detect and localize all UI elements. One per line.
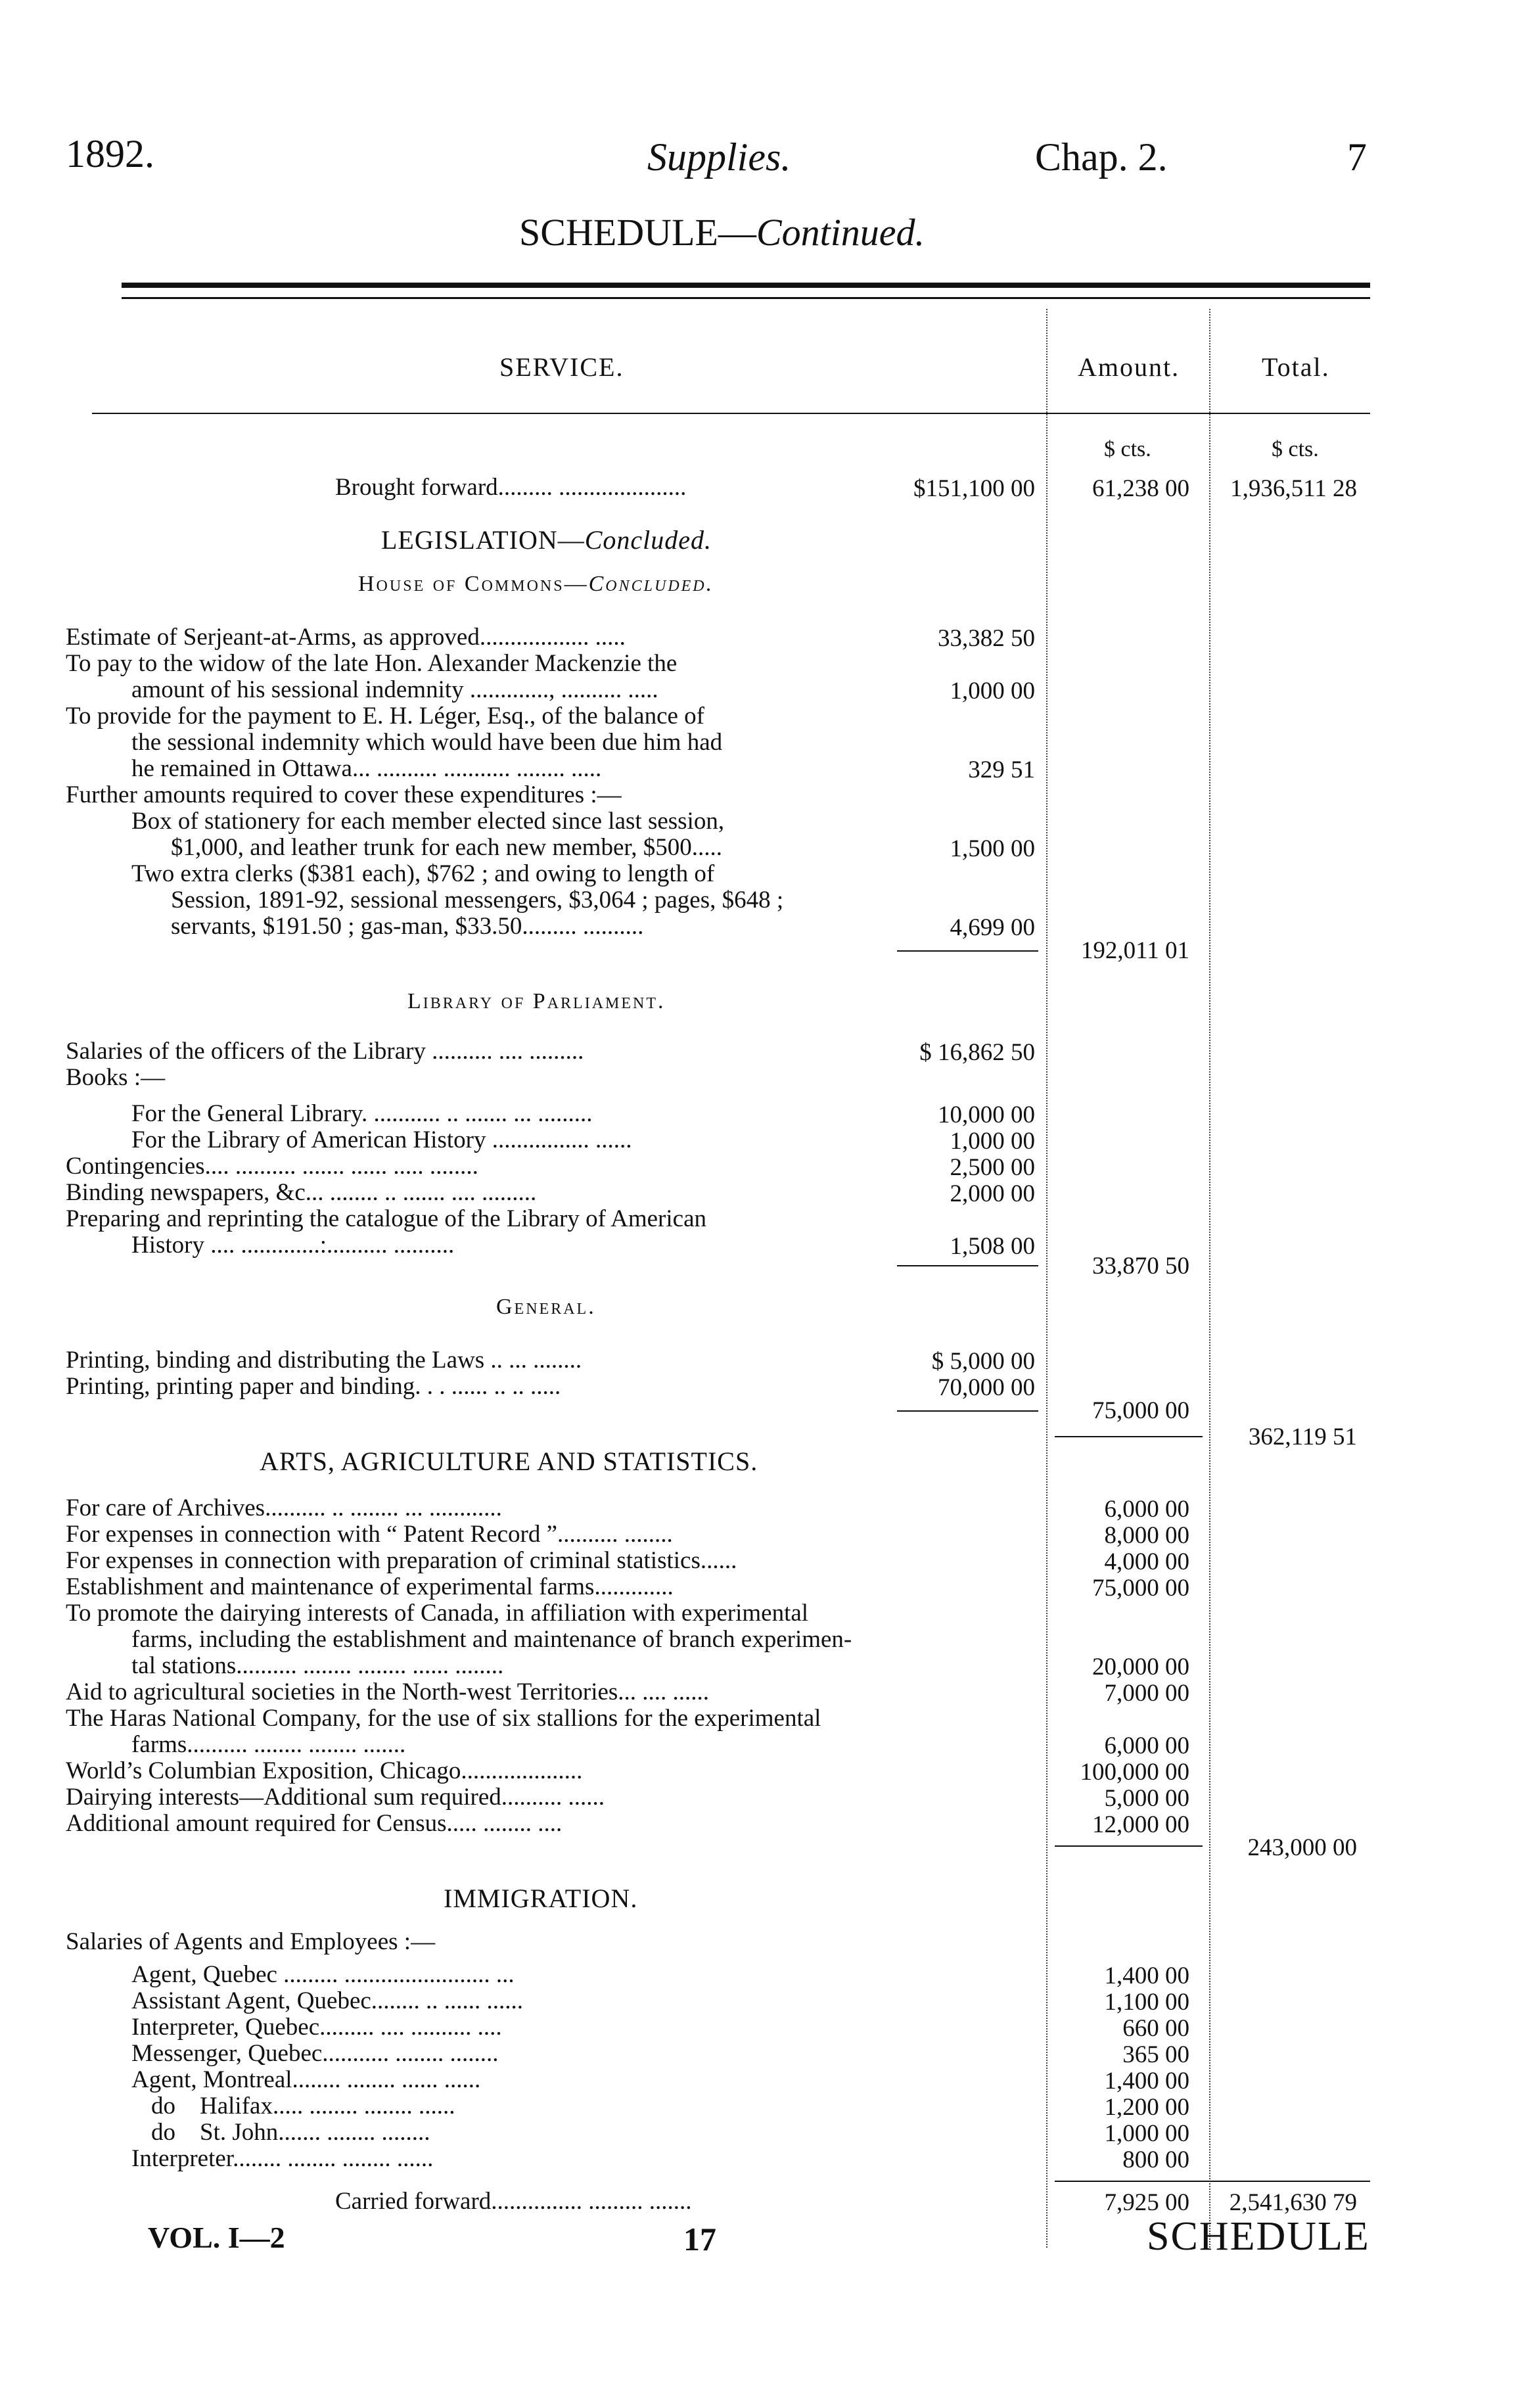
immigration-row [131, 2067, 480, 2093]
house-of-commons-heading [358, 572, 714, 597]
legislation-row [66, 624, 626, 651]
immigration-row-label: Agent, Montreal........ ........ ...... ...... [131, 2066, 481, 2093]
arts-row-label: For expenses in connection with preparation of criminal statistics...... [66, 1547, 737, 1574]
legislation-row [171, 914, 643, 940]
column-head-amount: Amount. [1078, 352, 1180, 382]
library-row-inner-amount: 1,000 00 [950, 1128, 1035, 1155]
legislation-row-inner-amount: 1,000 00 [950, 678, 1035, 705]
immigration-row-label: Messenger, Quebec........... ........ ........ [131, 2040, 499, 2067]
library-row-inner-amount: 1,508 00 [950, 1233, 1035, 1260]
legislation-row-label: servants, $191.50 ; gas-man, $33.50......... .......... [171, 913, 644, 940]
schedule-heading [519, 210, 925, 254]
column-head-rule [92, 413, 1370, 414]
arts-row [66, 1679, 709, 1705]
immigration-row [131, 1988, 523, 2014]
footer-volume: VOL. I—2 [148, 2221, 285, 2254]
legislation-inner-sum-rule [897, 950, 1038, 952]
library-row [66, 1153, 478, 1180]
immigration-row [131, 1962, 515, 1988]
immigration-row-amount: 365 00 [1122, 2041, 1189, 2068]
arts-section-total: 243,000 00 [1247, 1834, 1357, 1861]
legislation-heading-suffix: Concluded. [584, 525, 712, 555]
schedule-heading-suffix: Continued. [756, 211, 925, 254]
total-column-divider [1209, 309, 1210, 2248]
immigration-row [151, 2093, 455, 2119]
house-heading-suffix: Concluded. [588, 572, 714, 596]
library-subtotal: 33,870 50 [1092, 1253, 1189, 1280]
library-row-label: For the Library of American History ................ ...... [131, 1126, 632, 1153]
arts-row [66, 1521, 673, 1548]
arts-row-amount: 20,000 00 [1092, 1654, 1189, 1680]
legislation-total-rule [1055, 1436, 1203, 1437]
immigration-row-label: Interpreter, Quebec......... .... .......... .... [131, 2014, 502, 2041]
library-row-label: History .... .............:.......... .......... [131, 1232, 455, 1259]
legislation-section-total: 362,119 51 [1248, 1424, 1357, 1450]
general-row-label: Printing, binding and distributing the Laws .. ... ........ [66, 1347, 582, 1374]
library-row-inner-amount: 2,000 00 [950, 1180, 1035, 1207]
immigration-row [151, 2119, 430, 2146]
library-row-inner-amount: 10,000 00 [938, 1101, 1035, 1128]
legislation-row-inner-amount: 329 51 [968, 756, 1035, 783]
legislation-row-label: the sessional indemnity which would have been due him had [131, 729, 723, 756]
general-inner-sum-rule [897, 1410, 1038, 1412]
legislation-row [66, 651, 677, 677]
arts-row-amount: 5,000 00 [1104, 1785, 1189, 1812]
brought-forward-row [335, 475, 686, 501]
arts-row [66, 1758, 582, 1784]
immigration-row-amount: 800 00 [1122, 2146, 1189, 2173]
general-row [66, 1347, 582, 1374]
header-chapter: Chap. 2. [1035, 135, 1168, 179]
immigration-row-label: Interpreter........ ........ ........ ...... [131, 2145, 434, 2172]
legislation-row [131, 808, 724, 835]
immigration-row [131, 2041, 499, 2067]
arts-amount-sum-rule [1055, 1845, 1203, 1847]
general-subtotal: 75,000 00 [1092, 1397, 1189, 1424]
immigration-row-label: Agent, Quebec ......... ........................ ... [131, 1961, 515, 1988]
brought-forward-inner-amount: $151,100 00 [913, 475, 1035, 502]
header-year: 1892. [66, 132, 154, 175]
library-row-label: Preparing and reprinting the catalogue of the Library of American [66, 1205, 706, 1232]
legislation-row [131, 861, 714, 887]
general-heading: General. [496, 1295, 596, 1319]
library-row-label: Binding newspapers, &c... ........ .. ....... .... ......... [66, 1179, 537, 1206]
arts-row [66, 1705, 821, 1732]
footer-catchword: SCHEDULE [1147, 2214, 1370, 2259]
arts-row-amount: 12,000 00 [1092, 1811, 1189, 1838]
arts-row-amount: 100,000 00 [1080, 1759, 1189, 1786]
legislation-heading-prefix: LEGISLATION— [381, 525, 585, 555]
library-row-label: Salaries of the officers of the Library .......... .... ......... [66, 1038, 584, 1065]
general-row-inner-amount: $ 5,000 00 [931, 1348, 1035, 1375]
arts-row-label: For care of Archives.......... .. ........ ... ............ [66, 1494, 502, 1521]
legislation-row [131, 677, 658, 703]
library-row [131, 1232, 454, 1259]
legislation-row [171, 887, 783, 914]
arts-row [66, 1811, 562, 1837]
amount-unit: $ cts. [1104, 437, 1151, 461]
library-row [66, 1038, 584, 1065]
column-head-service: SERVICE. [499, 352, 624, 382]
library-row [131, 1101, 592, 1127]
amount-column-divider [1046, 309, 1047, 2248]
immigration-row-label: Assistant Agent, Quebec........ .. ...... ...... [131, 1987, 524, 2014]
brought-forward-amount: 61,238 00 [1092, 475, 1189, 502]
arts-row-label: The Haras National Company, for the use of six stallions for the experimental [66, 1705, 821, 1732]
header-title: Supplies. [647, 135, 791, 179]
immigration-row-label: do St. John....... ........ ........ [151, 2119, 430, 2146]
arts-row-amount: 7,000 00 [1104, 1680, 1189, 1707]
legislation-row [131, 729, 722, 756]
legislation-row-inner-amount: 1,500 00 [950, 835, 1035, 862]
footer-page: 17 [683, 2221, 716, 2258]
library-row-label: Contingencies.... .......... ....... ...... ..... ........ [66, 1153, 478, 1180]
arts-row-amount: 75,000 00 [1092, 1575, 1189, 1602]
arts-row [131, 1653, 503, 1679]
general-row-inner-amount: 70,000 00 [938, 1374, 1035, 1401]
library-row-label: For the General Library. ........... .. ....... ... ......... [131, 1100, 593, 1127]
library-heading: Library of Parliament. [407, 989, 666, 1013]
immigration-row-label: do Halifax..... ........ ........ ...... [151, 2093, 455, 2119]
library-row-inner-amount: 2,500 00 [950, 1154, 1035, 1181]
legislation-row-label: amount of his sessional indemnity ............., .......... ..... [131, 676, 658, 703]
legislation-row-label: he remained in Ottawa... .......... ........... ........ ..... [131, 755, 602, 782]
top-rule-thin [122, 297, 1370, 299]
column-head-total: Total. [1262, 352, 1330, 382]
immigration-row-amount: 1,400 00 [1104, 1962, 1189, 1989]
legislation-subtotal: 192,011 01 [1080, 937, 1189, 964]
legislation-row [131, 756, 601, 782]
header-page-number: 7 [1347, 135, 1367, 179]
top-rule-thick [122, 283, 1370, 288]
arts-row-amount: 6,000 00 [1104, 1732, 1189, 1759]
library-row [66, 1206, 706, 1232]
arts-row-label: To promote the dairying interests of Canada, in affiliation with experimental [66, 1600, 809, 1627]
immigration-row-amount: 660 00 [1122, 2015, 1189, 2042]
immigration-row-amount: 1,000 00 [1104, 2120, 1189, 2147]
library-row [66, 1180, 536, 1206]
arts-row-amount: 8,000 00 [1104, 1522, 1189, 1549]
arts-row [66, 1574, 674, 1600]
brought-forward-total: 1,936,511 28 [1230, 475, 1357, 502]
legislation-row [66, 782, 622, 808]
arts-row-label: Additional amount required for Census..... ........ .... [66, 1810, 563, 1837]
arts-row [66, 1495, 502, 1521]
arts-row [131, 1732, 405, 1758]
carried-forward-label: Carried forward............... ......... ....... [335, 2188, 692, 2215]
legislation-row-label: Session, 1891-92, sessional messengers, $3,064 ; pages, $648 ; [171, 887, 784, 914]
schedule-heading-prefix: SCHEDULE— [519, 211, 756, 254]
arts-row-label: Dairying interests—Additional sum required.......... ...... [66, 1784, 605, 1811]
legislation-row-label: To pay to the widow of the late Hon. Alexander Mackenzie the [66, 650, 678, 677]
general-row [66, 1374, 561, 1400]
arts-row-label: Establishment and maintenance of experimental farms............. [66, 1573, 674, 1600]
immigration-row-amount: 1,200 00 [1104, 2094, 1189, 2121]
immigration-row [131, 2014, 502, 2041]
total-unit: $ cts. [1272, 437, 1319, 461]
library-row [131, 1127, 632, 1153]
arts-row [131, 1627, 852, 1653]
immigration-row-amount: 1,100 00 [1104, 1989, 1189, 2016]
arts-row [66, 1600, 808, 1627]
legislation-row-inner-amount: 33,382 50 [938, 625, 1035, 652]
arts-heading: ARTS, AGRICULTURE AND STATISTICS. [260, 1447, 758, 1476]
arts-row-amount: 6,000 00 [1104, 1496, 1189, 1523]
carried-forward-rule [1055, 2181, 1370, 2182]
legislation-heading [381, 524, 712, 555]
carried-forward-row [335, 2188, 692, 2215]
legislation-row-label: $1,000, and leather trunk for each new member, $500..... [171, 834, 722, 861]
library-row-label: Books :— [66, 1064, 166, 1091]
arts-row-label: farms, including the establishment and maintenance of branch experimen- [131, 1626, 852, 1653]
arts-row [66, 1784, 605, 1811]
legislation-row-label: Further amounts required to cover these expenditures :— [66, 781, 622, 808]
carried-forward-amount: 7,925 00 [1104, 2189, 1189, 2216]
arts-row-label: Aid to agricultural societies in the North-west Territories... .... ...... [66, 1679, 710, 1705]
house-heading-prefix: House of Commons— [358, 572, 589, 596]
general-row-label: Printing, printing paper and binding. . . ...... .. .. ..... [66, 1373, 561, 1400]
legislation-row-label: To provide for the payment to E. H. Léger, Esq., of the balance of [66, 703, 704, 729]
brought-forward-label: Brought forward......... ..................... [335, 474, 687, 501]
arts-row-label: farms.......... ........ ........ ....... [131, 1731, 406, 1758]
legislation-row-label: Box of stationery for each member elected since last session, [131, 808, 725, 835]
immigration-heading: IMMIGRATION. [444, 1884, 638, 1913]
immigration-intro-label: Salaries of Agents and Employees :— [66, 1928, 436, 1955]
legislation-row-inner-amount: 4,699 00 [950, 914, 1035, 941]
immigration-intro [66, 1929, 435, 1955]
legislation-row-label: Estimate of Serjeant-at-Arms, as approved.................. ..... [66, 624, 626, 651]
legislation-row-label: Two extra clerks ($381 each), $762 ; and owing to length of [131, 860, 715, 887]
arts-row-label: For expenses in connection with “ Patent Record ”.......... ........ [66, 1521, 673, 1548]
arts-row-label: World’s Columbian Exposition, Chicago.................... [66, 1757, 583, 1784]
immigration-row [131, 2146, 433, 2172]
library-inner-sum-rule [897, 1265, 1038, 1266]
arts-row [66, 1548, 737, 1574]
library-row-inner-amount: $ 16,862 50 [919, 1039, 1035, 1066]
arts-row-amount: 4,000 00 [1104, 1548, 1189, 1575]
arts-row-label: tal stations.......... ........ ........ ...... ........ [131, 1652, 504, 1679]
carried-forward-total: 2,541,630 79 [1229, 2189, 1357, 2216]
immigration-row-amount: 1,400 00 [1104, 2068, 1189, 2095]
legislation-row [66, 703, 704, 729]
legislation-row [171, 835, 722, 861]
library-row [66, 1065, 165, 1091]
